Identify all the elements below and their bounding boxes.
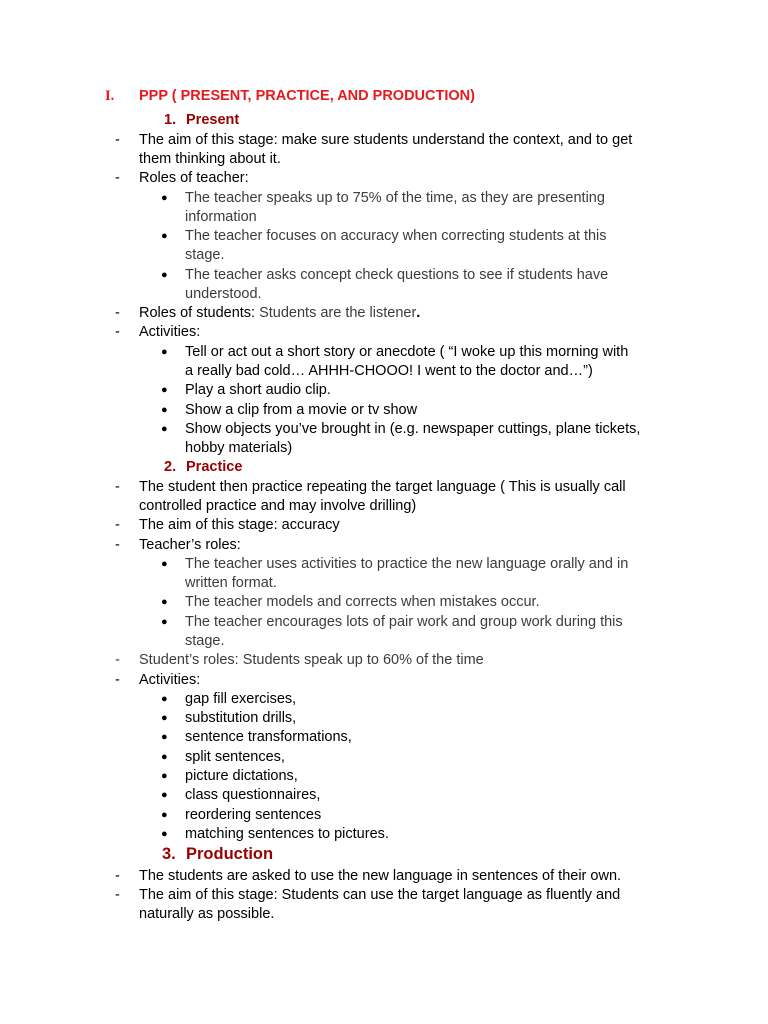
section-numeral: I. bbox=[105, 88, 115, 104]
bullet-marker: ● bbox=[161, 731, 168, 743]
teacher-roles-label: Teacher’s roles: bbox=[139, 537, 241, 553]
activities-label: Activities: bbox=[139, 672, 201, 688]
dash-marker: - bbox=[115, 132, 120, 148]
bullet-text: gap fill exercises, bbox=[185, 691, 297, 707]
bullet-marker: ● bbox=[161, 230, 168, 242]
production-intro: The students are asked to use the new language in sentences of their own. bbox=[139, 868, 622, 884]
bullet-marker: ● bbox=[161, 809, 168, 821]
bullet-marker: ● bbox=[161, 770, 168, 782]
bullet-marker: ● bbox=[161, 192, 168, 204]
bullet-text: The teacher encourages lots of pair work and group work during this bbox=[185, 614, 623, 630]
bullet-marker: ● bbox=[161, 346, 168, 358]
bullet-text: Show objects you’ve brought in (e.g. newspaper cuttings, plane tickets, bbox=[185, 421, 641, 437]
activities-label: Activities: bbox=[139, 324, 201, 340]
bullet-text: The teacher models and corrects when mistakes occur. bbox=[185, 594, 540, 610]
roles-of-teacher-label: Roles of teacher: bbox=[139, 170, 249, 186]
bullet-text: picture dictations, bbox=[185, 768, 298, 784]
roles-of-students-label: Roles of students: bbox=[139, 305, 260, 321]
bullet-text: hobby materials) bbox=[185, 440, 293, 456]
dash-marker: - bbox=[115, 672, 120, 688]
bullet-marker: ● bbox=[161, 789, 168, 801]
bullet-text: written format. bbox=[185, 575, 277, 591]
bullet-text: reordering sentences bbox=[185, 807, 322, 823]
bullet-text: Show a clip from a movie or tv show bbox=[185, 402, 418, 418]
roles-of-students-end: . bbox=[416, 305, 421, 321]
production-aim-line-1: The aim of this stage: Students can use the target language as fluently and bbox=[139, 887, 621, 903]
bullet-text: sentence transformations, bbox=[185, 729, 352, 745]
bullet-text: substitution drills, bbox=[185, 710, 297, 726]
roles-of-students bbox=[139, 304, 420, 323]
bullet-text: stage. bbox=[185, 633, 225, 649]
subheading-number: 1. bbox=[164, 112, 177, 128]
bullet-text: The teacher speaks up to 75% of the time, as they are presenting bbox=[185, 190, 605, 206]
subheading-title: Present bbox=[186, 112, 240, 128]
bullet-text: class questionnaires, bbox=[185, 787, 321, 803]
roles-of-students-value: Students are the listener bbox=[259, 305, 417, 321]
bullet-marker: ● bbox=[161, 404, 168, 416]
dash-marker: - bbox=[115, 537, 120, 553]
practice-intro-line-1: The student then practice repeating the target language ( This is usually call bbox=[139, 479, 626, 495]
bullet-marker: ● bbox=[161, 751, 168, 763]
bullet-text: Tell or act out a short story or anecdote ( “I woke up this morning with bbox=[185, 344, 629, 360]
bullet-marker: ● bbox=[161, 712, 168, 724]
dash-marker: - bbox=[115, 305, 120, 321]
bullet-text: The teacher focuses on accuracy when correcting students at this bbox=[185, 228, 607, 244]
bullet-text: Play a short audio clip. bbox=[185, 382, 331, 398]
practice-aim: The aim of this stage: accuracy bbox=[139, 517, 340, 533]
bullet-text: understood. bbox=[185, 286, 262, 302]
bullet-text: The teacher uses activities to practice the new language orally and in bbox=[185, 556, 629, 572]
bullet-marker: ● bbox=[161, 558, 168, 570]
present-aim-line-1: The aim of this stage: make sure students understand the context, and to get bbox=[139, 132, 633, 148]
bullet-marker: ● bbox=[161, 693, 168, 705]
bullet-text: information bbox=[185, 209, 257, 225]
bullet-marker: ● bbox=[161, 828, 168, 840]
bullet-text: The teacher asks concept check questions to see if students have bbox=[185, 267, 609, 283]
bullet-marker: ● bbox=[161, 596, 168, 608]
subheading-title: Practice bbox=[186, 459, 243, 475]
bullet-text: stage. bbox=[185, 247, 225, 263]
bullet-marker: ● bbox=[161, 384, 168, 396]
bullet-text: split sentences, bbox=[185, 749, 285, 765]
bullet-marker: ● bbox=[161, 269, 168, 281]
section-title: PPP ( PRESENT, PRACTICE, AND PRODUCTION) bbox=[139, 88, 475, 104]
bullet-text: a really bad cold… AHHH-CHOOO! I went to the doctor and…”) bbox=[185, 363, 593, 379]
dash-marker: - bbox=[115, 887, 120, 903]
dash-marker: - bbox=[115, 517, 120, 533]
dash-marker: - bbox=[115, 868, 120, 884]
subheading-title: Production bbox=[186, 845, 274, 863]
practice-intro-line-2: controlled practice and may involve drilling) bbox=[139, 498, 417, 514]
dash-marker: - bbox=[115, 652, 120, 668]
dash-marker: - bbox=[115, 324, 120, 340]
bullet-marker: ● bbox=[161, 616, 168, 628]
production-aim-line-2: naturally as possible. bbox=[139, 906, 275, 922]
student-roles: Student’s roles: Students speak up to 60% of the time bbox=[139, 652, 484, 668]
bullet-marker: ● bbox=[161, 423, 168, 435]
present-aim-line-2: them thinking about it. bbox=[139, 151, 281, 167]
dash-marker: - bbox=[115, 170, 120, 186]
subheading-number: 3. bbox=[162, 845, 176, 863]
bullet-text: matching sentences to pictures. bbox=[185, 826, 389, 842]
dash-marker: - bbox=[115, 479, 120, 495]
subheading-number: 2. bbox=[164, 459, 177, 475]
